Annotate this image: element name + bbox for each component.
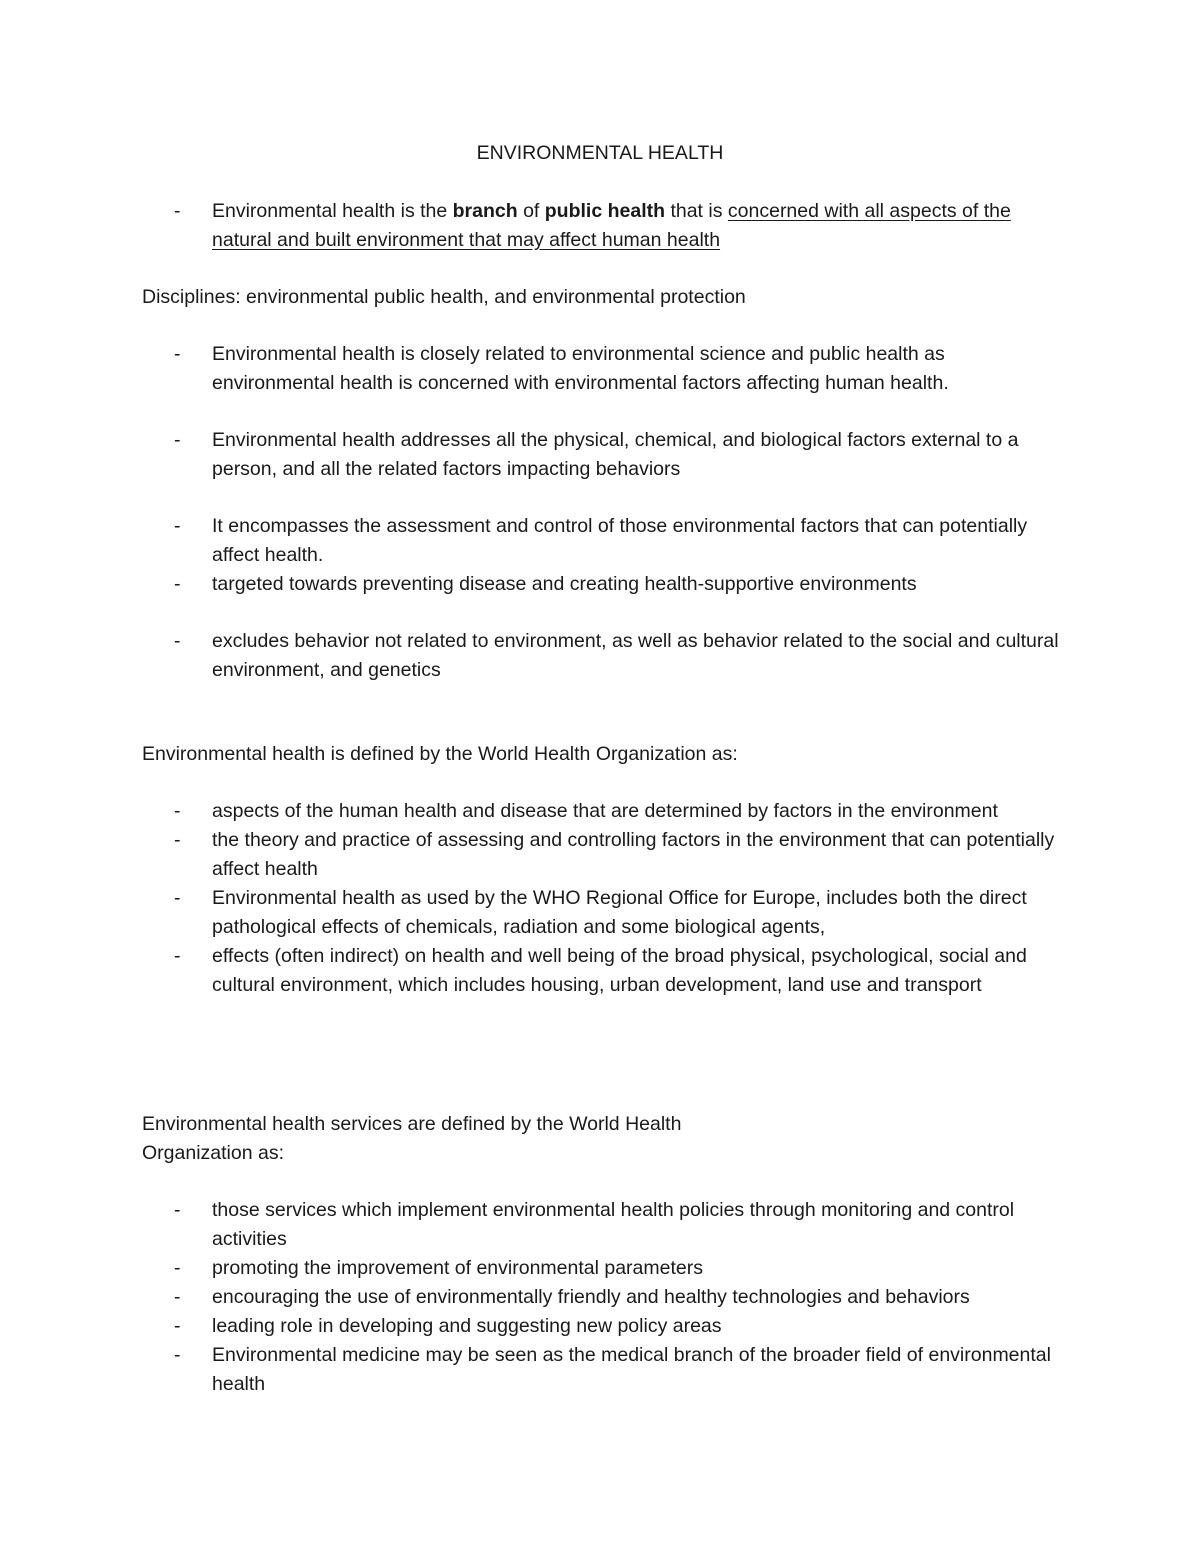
dash-bullet: - [174, 1257, 181, 1279]
list-item-text: promoting the improvement of environmental parameters [212, 1257, 703, 1279]
list-item-text: excludes behavior not related to environment, as well as behavior related to the social and cultural environment, and genetics [212, 630, 1059, 681]
disciplines-paragraph: Disciplines: environmental public health, and environmental protection [142, 286, 746, 308]
list-item [142, 797, 1072, 826]
dash-bullet: - [174, 1344, 181, 1366]
definition-text-1: Environmental health is the [212, 200, 453, 222]
definition-bold-public-health: public health [544, 200, 666, 222]
list-item [142, 627, 1072, 685]
list-item [142, 1283, 1072, 1312]
list-item [142, 570, 1072, 599]
list-item-text: Environmental health is closely related to environmental science and public health as environmental health is concerned with environmental factors affecting human health. [212, 343, 949, 394]
page-title: ENVIRONMENTAL HEALTH [476, 142, 724, 164]
services-heading-line-2: Organization as: [142, 1142, 284, 1164]
dash-bullet: - [174, 1199, 181, 1221]
list-item [142, 826, 1072, 884]
list-item [142, 1312, 1072, 1341]
services-heading [142, 1110, 1102, 1168]
list-item [142, 197, 1072, 255]
list-item [142, 340, 1072, 398]
definition-text-2: of [517, 200, 545, 222]
dash-bullet: - [174, 829, 181, 851]
list-item-text: effects (often indirect) on health and well being of the broad physical, psychological, social and cultural environment, which includes housing, urban development, land use and transport [212, 945, 1027, 996]
dash-bullet: - [174, 887, 181, 909]
list-item-text: those services which implement environmental health policies through monitoring and control activities [212, 1199, 1015, 1250]
list-item [142, 884, 1072, 942]
list-item [142, 1196, 1072, 1254]
list-item [142, 1254, 1072, 1283]
list-item-text: the theory and practice of assessing and controlling factors in the environment that can potentially affect health [212, 829, 1055, 880]
list-item-text: Environmental medicine may be seen as the medical branch of the broader field of environmental health [212, 1344, 1051, 1395]
dash-bullet: - [174, 630, 181, 652]
services-heading-line-1: Environmental health services are defined by the World Health [142, 1113, 682, 1135]
dash-bullet: - [174, 1286, 181, 1308]
dash-bullet: - [174, 515, 181, 537]
list-item-text: leading role in developing and suggesting new policy areas [212, 1315, 722, 1337]
definition-bold-branch: branch [452, 200, 518, 222]
definition-text-3: that is [665, 200, 728, 222]
list-item-text: Environmental health as used by the WHO Regional Office for Europe, includes both the direct pathological effects of chemicals, radiation and some biological agents, [212, 887, 1027, 938]
definition-list [142, 197, 1072, 255]
dash-bullet: - [174, 945, 181, 967]
dash-bullet: - [174, 1315, 181, 1337]
list-item [142, 942, 1072, 1000]
list-item-text: Environmental health addresses all the physical, chemical, and biological factors external to a person, and all the related factors impacting behaviors [212, 429, 1019, 480]
list-item [142, 426, 1072, 484]
services-list [142, 1196, 1072, 1399]
list-item-text: encouraging the use of environmentally friendly and healthy technologies and behaviors [212, 1286, 970, 1308]
who-heading: Environmental health is defined by the World Health Organization as: [142, 743, 738, 765]
list-item-text: aspects of the human health and disease that are determined by factors in the environment [212, 800, 998, 822]
list-item [142, 1341, 1072, 1399]
list-item-text: It encompasses the assessment and control of those environmental factors that can potentially affect health. [212, 515, 1028, 566]
dash-bullet: - [174, 429, 181, 451]
dash-bullet: - [174, 343, 181, 365]
list-item-text: targeted towards preventing disease and creating health-supportive environments [212, 573, 917, 595]
definition-underlined: concerned with all aspects of the natural and built environment that may affect human health [212, 200, 1011, 251]
dash-bullet: - [174, 573, 181, 595]
who-definition-list [142, 797, 1072, 1000]
dash-bullet: - [174, 800, 181, 822]
list-item [142, 512, 1072, 570]
dash-bullet: - [174, 200, 181, 222]
related-list [142, 340, 1072, 685]
